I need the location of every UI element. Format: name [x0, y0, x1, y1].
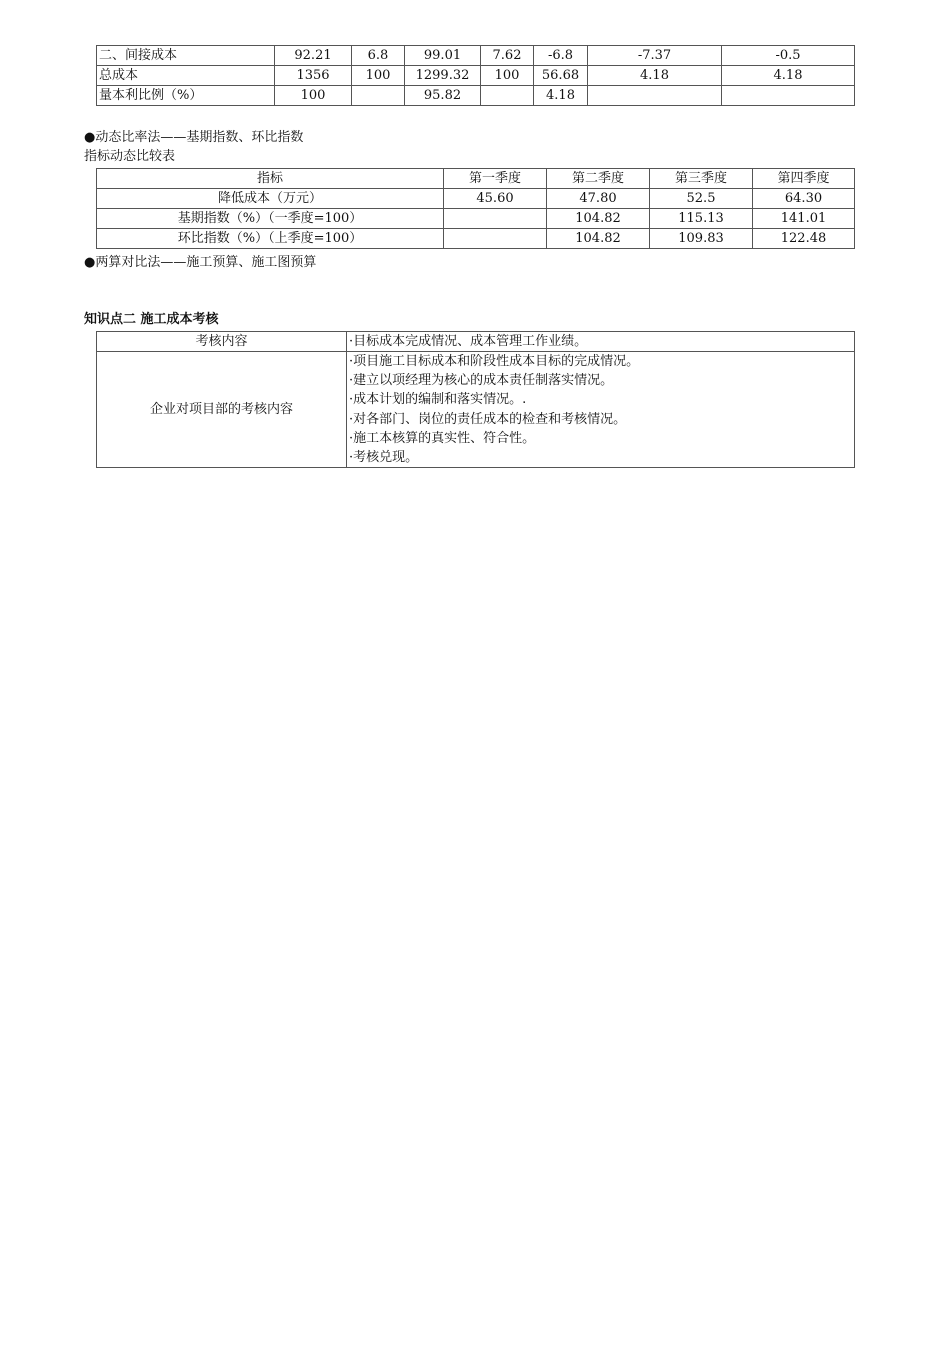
value-cell: 92.21: [275, 46, 352, 66]
bullet-two-budget: ●两算对比法——施工预算、施工图预算: [84, 255, 317, 270]
value-cell: 1356: [275, 66, 352, 86]
value-cell: 122.48: [753, 229, 855, 249]
section-heading: 知识点二 施工成本考核: [84, 312, 219, 327]
value-cell: 4.18: [534, 86, 588, 106]
assessment-table: [96, 331, 855, 468]
row-label-cell: 基期指数（%）（一季度=100）: [97, 209, 444, 229]
row-label-cell: 总成本: [97, 66, 275, 86]
dynamic-table-title: 指标动态比较表: [84, 149, 176, 164]
list-item: ·成本计划的编制和落实情况。.: [349, 392, 527, 408]
value-cell: 95.82: [405, 86, 481, 106]
cost-table-body: [97, 46, 855, 106]
value-cell: 104.82: [547, 209, 650, 229]
value-cell: 141.01: [753, 209, 855, 229]
value-cell: [722, 86, 855, 106]
value-cell: 100: [275, 86, 352, 106]
list-item: ·施工本核算的真实性、符合性。: [349, 430, 536, 446]
list-item: ·项目施工目标成本和阶段性成本目标的完成情况。: [349, 354, 640, 369]
value-cell: -0.5: [722, 46, 855, 66]
value-cell: [444, 229, 547, 249]
header-cell: 第三季度: [650, 169, 753, 189]
row-label-cell: 量本利比例（%）: [97, 86, 275, 106]
value-cell: 109.83: [650, 229, 753, 249]
table-row: [97, 229, 855, 249]
list-item: ·建立以项经理为核心的成本责任制落实情况。: [349, 373, 614, 389]
row-label-cell: 二、间接成本: [97, 46, 275, 66]
table-row: [97, 46, 855, 66]
header-cell: 指标: [97, 169, 444, 189]
row-label-cell: 环比指数（%）（上季度=100）: [97, 229, 444, 249]
value-cell: 7.62: [481, 46, 534, 66]
cost-comparison-table: [96, 45, 855, 106]
value-cell: 100: [352, 66, 405, 86]
bullet-dynamic-ratio: ●动态比率法——基期指数、环比指数: [84, 130, 304, 145]
value-cell: 4.18: [722, 66, 855, 86]
value-cell: 6.8: [352, 46, 405, 66]
value-cell: 45.60: [444, 189, 547, 209]
dynamic-table-body: [97, 189, 855, 249]
value-cell: 4.18: [588, 66, 722, 86]
value-cell: 104.82: [547, 229, 650, 249]
list-item: ·对各部门、岗位的责任成本的检查和考核情况。: [349, 411, 627, 427]
assessment-label: 考核内容: [97, 332, 347, 352]
assessment-items: [347, 352, 855, 468]
assessment-row: [97, 352, 855, 468]
list-item: ·考核兑现。: [349, 450, 419, 466]
value-cell: 115.13: [650, 209, 753, 229]
value-cell: -7.37: [588, 46, 722, 66]
value-cell: -6.8: [534, 46, 588, 66]
value-cell: 47.80: [547, 189, 650, 209]
header-cell: 第一季度: [444, 169, 547, 189]
assessment-row: [97, 332, 855, 352]
value-cell: [444, 209, 547, 229]
table-row: [97, 189, 855, 209]
value-cell: 1299.32: [405, 66, 481, 86]
header-cell: 第二季度: [547, 169, 650, 189]
assessment-label: 企业对项目部的考核内容: [97, 352, 347, 468]
table-row: [97, 66, 855, 86]
dynamic-comparison-table: [96, 168, 855, 249]
value-cell: [352, 86, 405, 106]
table-row: [97, 209, 855, 229]
assessment-content: ·目标成本完成情况、成本管理工作业绩。: [347, 332, 855, 352]
dynamic-table-header-row: [97, 169, 855, 189]
row-label-cell: 降低成本（万元）: [97, 189, 444, 209]
value-cell: 52.5: [650, 189, 753, 209]
value-cell: [588, 86, 722, 106]
value-cell: [481, 86, 534, 106]
value-cell: 100: [481, 66, 534, 86]
table-row: [97, 86, 855, 106]
header-cell: 第四季度: [753, 169, 855, 189]
value-cell: 56.68: [534, 66, 588, 86]
value-cell: 64.30: [753, 189, 855, 209]
value-cell: 99.01: [405, 46, 481, 66]
